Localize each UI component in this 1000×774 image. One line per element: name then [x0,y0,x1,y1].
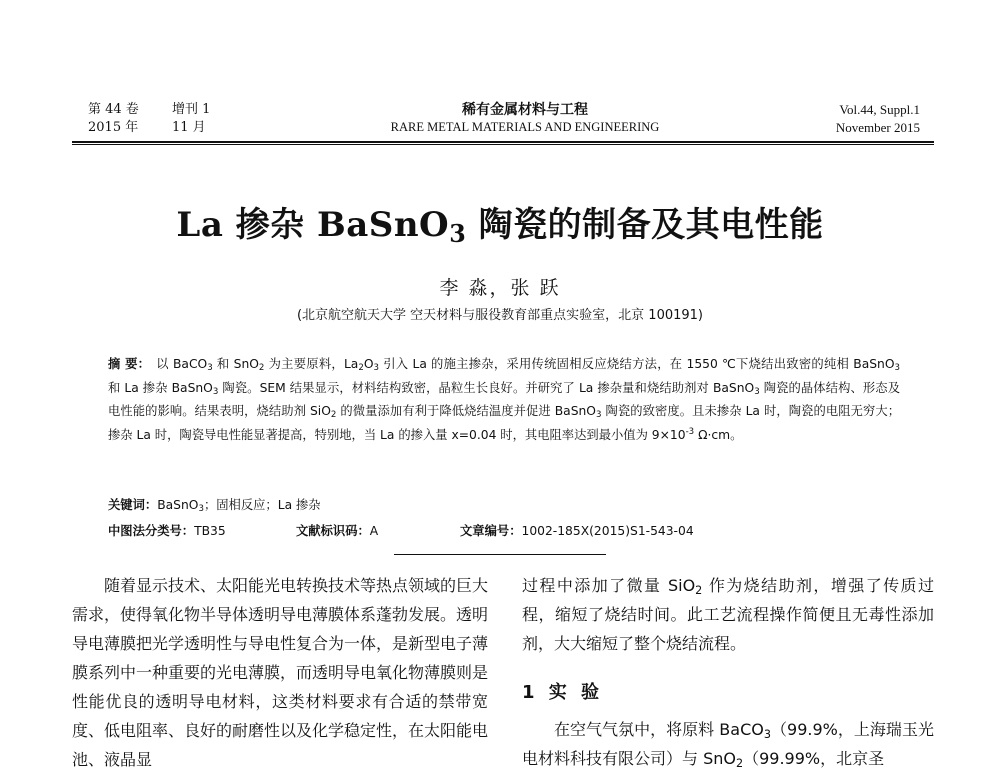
section-heading-experiment: 1 实 验 [522,682,604,703]
authors: 李 淼，张 跃 [439,277,561,299]
volume-cn: 第 44 卷 [88,102,139,117]
abstract: 摘 要： 以 BaCO$_3$ 和 SnO$_2$ 为主要原料，$La_2O_3$ 引入 La 的施主掺杂，采用传统固相反应烧结方法，在 1550 ℃下烧结出致密的纯相 BaSnO$_3$ 和 La 掺杂 BaSnO$_3$ 陶瓷。SEM 结果显示，材料结构致密，晶粒生长良好。并研究了 La 掺杂量和烧结助剂对 BaSnO$_3$ 陶瓷的晶体结构、形态及电性能的影响。结果表明，烧结助剂 SiO$_2$ 的微量添加有利于降低烧结温度并促进 BaSnO$_3$ 陶瓷的致密度。且未掺杂 La 时，陶瓷的电阻无穷大；掺杂 La 时，陶瓷导电性能显著提高，特别地，当 La 的掺入量 x=0.04 时，其电阻率达到最小值为 $9\times 10^{-3}$ Ω·cm。 [108,357,901,442]
header-rule-thin [72,144,934,145]
abstract-divider [394,554,606,555]
supplement-cn: 增刊 1 [172,102,211,117]
document-code: 文献标识码：A [296,524,379,538]
clc-code: 中图法分类号：TB35 [108,524,226,538]
year-cn: 2015 年 [88,120,139,135]
article-title: La 掺杂 BaSnO$_3$ 陶瓷的制备及其电性能 [176,205,824,248]
intro-paragraph: 随着显示技术、太阳能光电转换技术等热点领域的巨大需求，使得氧化物半导体透明导电薄膜体系蓬勃发展。透明导电薄膜把光学透明性与导电性复合为一体，是新型电子薄膜系列中一种重要的光电薄膜，而透明导电氧化物薄膜则是性能优良的透明导电材料，这类材料要求有合适的禁带宽度、低电阻率、良好的耐磨性以及化学稳定性，在太阳能电池、液晶显 [72,576,489,769]
body-right-column [522,571,934,773]
article-number: 文章编号：1002-185X(2015)S1-543-04 [460,524,694,538]
keywords-label: 关键词： [108,498,158,512]
abstract-label: 摘 要： [108,357,151,371]
right-paragraph-1: 过程中添加了微量 SiO$_2$ 作为烧结助剂，增强了传质过程，缩短了烧结时间。此工艺流程操作简便且无毒性添加剂，大大缩短了整个烧结流程。 [522,576,934,653]
body-left-column [72,571,488,774]
right-paragraph-2: 在空气气氛中，将原料 BaCO$_3$（99.9%，上海瑞玉光电材料科技有限公司）与 SnO$_2$（99.99%，北京圣 [522,720,934,770]
journal-title-en: RARE METAL MATERIALS AND ENGINEERING [390,120,660,134]
affiliation: (北京航空航天大学 空天材料与服役教育部重点实验室，北京 100191) [296,308,704,323]
month-cn: 11 月 [172,120,206,135]
volume-en: Vol.44, Suppl.1 [839,102,920,117]
keywords: 关键词：BaSnO$_3$；固相反应；La 掺杂 [108,498,321,515]
date-en: November 2015 [835,120,920,135]
journal-title-cn: 稀有金属材料与工程 [462,102,588,118]
header-rule [72,141,934,143]
